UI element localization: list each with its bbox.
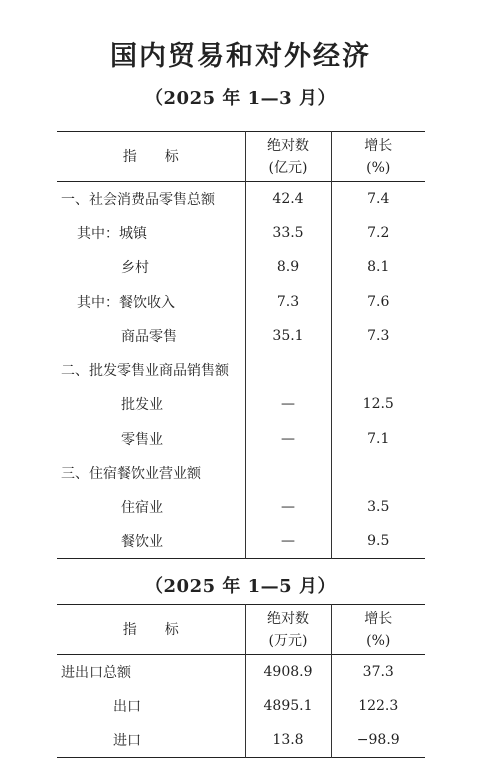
row-growth: 7.3	[331, 319, 425, 353]
row-growth: 7.6	[331, 284, 425, 318]
table-header-row	[57, 605, 425, 655]
table-row	[57, 284, 425, 318]
table-row	[57, 353, 425, 387]
row-value: —	[245, 490, 331, 524]
table-row	[57, 319, 425, 353]
row-growth: 7.4	[331, 182, 425, 216]
page-title: 国内贸易和对外经济	[110, 41, 371, 72]
row-value: 4908.9	[245, 655, 331, 689]
row-label: 零售业	[121, 431, 163, 448]
row-value: 33.5	[245, 216, 331, 250]
table-header-row	[57, 132, 425, 182]
table-row	[57, 655, 425, 689]
table-row	[57, 524, 425, 558]
table-row	[57, 387, 425, 421]
absolute-header-label: 绝对数	[267, 610, 309, 627]
row-label: 住宿业	[121, 500, 163, 517]
row-value: 42.4	[245, 182, 331, 216]
row-value: 7.3	[245, 284, 331, 318]
table-row	[57, 250, 425, 284]
row-growth	[331, 456, 425, 490]
absolute-header	[245, 132, 331, 182]
row-value	[245, 456, 331, 490]
absolute-header-unit: (亿元)	[268, 159, 308, 176]
growth-header-unit: (%)	[366, 159, 391, 176]
row-value: —	[245, 387, 331, 421]
table1-period: （2025 年 1—3 月）	[145, 88, 336, 109]
row-label: 餐饮业	[121, 534, 163, 551]
growth-header-unit: (%)	[366, 632, 391, 649]
table2-period: （2025 年 1—5 月）	[145, 576, 336, 597]
row-label: 其中：城镇	[77, 225, 147, 242]
absolute-header-label: 绝对数	[267, 137, 309, 154]
table-row	[57, 689, 425, 723]
absolute-header	[245, 605, 331, 655]
row-value: 4895.1	[245, 689, 331, 723]
row-label: 进出口总额	[61, 664, 131, 681]
row-label: 商品零售	[121, 328, 177, 345]
row-value: 35.1	[245, 319, 331, 353]
retail-table	[57, 131, 425, 559]
table-row	[57, 456, 425, 490]
row-value	[245, 353, 331, 387]
growth-header	[331, 605, 425, 655]
row-value: 8.9	[245, 250, 331, 284]
row-label: 乡村	[121, 260, 149, 277]
growth-header-label: 增长	[364, 137, 393, 154]
row-label: 一、社会消费品零售总额	[61, 191, 215, 208]
row-growth	[331, 353, 425, 387]
row-label: 出口	[113, 698, 141, 715]
growth-header-label: 增长	[364, 610, 393, 627]
table-row	[57, 422, 425, 456]
row-growth: 9.5	[331, 524, 425, 558]
row-growth: 3.5	[331, 490, 425, 524]
row-value: —	[245, 422, 331, 456]
table-row	[57, 490, 425, 524]
indicator-header: 指 标	[122, 621, 179, 638]
row-growth: 8.1	[331, 250, 425, 284]
row-label: 进口	[113, 732, 141, 749]
row-label: 其中：餐饮收入	[77, 294, 175, 311]
row-growth: 122.3	[331, 689, 425, 723]
row-label: 批发业	[121, 397, 163, 414]
table-row	[57, 723, 425, 757]
table-row	[57, 216, 425, 250]
absolute-header-unit: (万元)	[268, 632, 308, 649]
row-growth: 37.3	[331, 655, 425, 689]
row-label: 三、住宿餐饮业营业额	[61, 466, 201, 483]
row-value: —	[245, 524, 331, 558]
row-growth: −98.9	[331, 723, 425, 757]
trade-table	[57, 604, 425, 758]
row-growth: 7.1	[331, 422, 425, 456]
row-label: 二、批发零售业商品销售额	[61, 363, 229, 380]
row-value: 13.8	[245, 723, 331, 757]
row-growth: 12.5	[331, 387, 425, 421]
table-row	[57, 182, 425, 216]
indicator-header: 指 标	[122, 148, 179, 165]
row-growth: 7.2	[331, 216, 425, 250]
growth-header	[331, 132, 425, 182]
